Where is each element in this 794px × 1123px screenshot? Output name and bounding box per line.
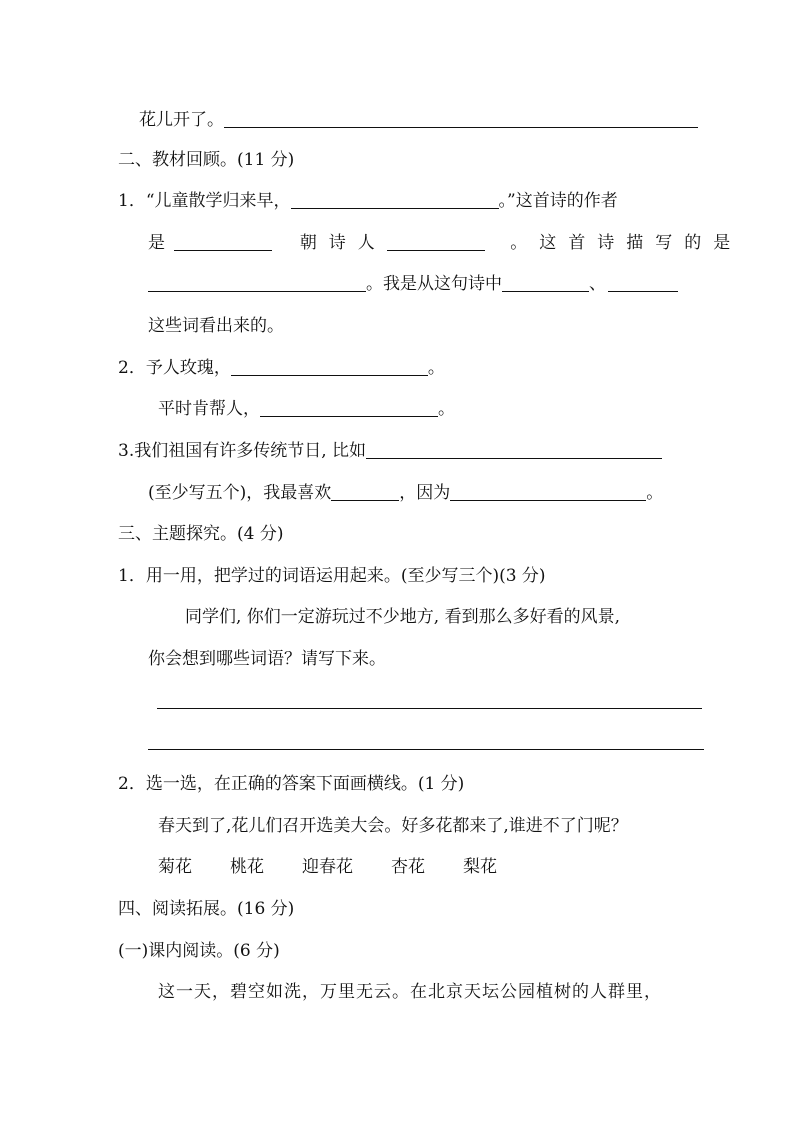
question-1-line-4: 这些词看出来的。 [148, 316, 284, 336]
option-peach-blossom[interactable]: 桃花 [230, 857, 264, 877]
subsection-heading: (一)课内阅读。(6 分) [118, 941, 280, 961]
answer-blank[interactable] [291, 190, 499, 209]
question-text: 。 [427, 358, 445, 378]
question-text: 。我是从这句诗中 [366, 274, 502, 294]
option-winter-jasmine[interactable]: 迎春花 [302, 857, 353, 877]
question-text: 朝诗人 [299, 233, 387, 253]
question-1-line-1 [118, 190, 618, 212]
question-text: 。 [646, 483, 664, 503]
question-text: 平时肯帮人， [158, 399, 260, 419]
option-chrysanthemum[interactable]: 菊花 [158, 857, 192, 877]
reading-passage: 这一天，碧空如洗，万里无云。在北京天坛公园植树的人群里， [158, 982, 662, 1002]
option-pear-blossom[interactable]: 梨花 [463, 857, 497, 877]
answer-blank[interactable] [224, 109, 698, 128]
question-text: 。这首诗描写的是 [510, 233, 743, 253]
question-text: 你会想到哪些词语？请写下来。 [148, 649, 386, 669]
answer-blank[interactable] [366, 440, 662, 459]
option-list [158, 856, 497, 878]
section-heading: 二、教材回顾。(11 分) [118, 150, 295, 170]
question-text: 。”这首诗的作者 [498, 191, 618, 211]
section-heading: 四、阅读拓展。(16 分) [118, 899, 295, 919]
question-1-line-2 [148, 232, 742, 254]
writing-line[interactable] [157, 708, 702, 709]
text-line [139, 109, 698, 131]
option-apricot-blossom[interactable]: 杏花 [391, 857, 425, 877]
answer-blank[interactable] [331, 482, 399, 501]
question-text: 同学们, 你们一定游玩过不少地方, 看到那么多好看的风景, [185, 607, 621, 627]
question-text: ，因为 [399, 483, 451, 503]
sentence: 花儿开了。 [139, 110, 224, 130]
answer-blank[interactable] [148, 273, 366, 292]
question-2-line-1 [118, 357, 445, 379]
question-text: 是 [148, 233, 165, 253]
question-text: 春天到了,花儿们召开选美大会。好多花都来了,谁进不了门呢？ [158, 816, 628, 836]
question-text: 。 [438, 399, 455, 419]
answer-blank[interactable] [502, 273, 589, 292]
writing-line[interactable] [148, 749, 704, 750]
question-2-line-2 [158, 398, 455, 420]
answer-blank[interactable] [387, 232, 485, 251]
question-3-line-2 [148, 482, 663, 504]
section-heading: 三、主题探究。(4 分) [118, 524, 284, 544]
question-text: 2．选一选，在正确的答案下面画横线。(1 分) [118, 774, 465, 794]
question-1-line-3 [148, 273, 678, 295]
answer-blank[interactable] [450, 482, 646, 501]
question-text: 1．用一用，把学过的词语运用起来。(至少写三个)(3 分) [118, 566, 546, 586]
question-text: (至少写五个)，我最喜欢 [148, 483, 332, 503]
question-text: 1．“儿童散学归来早， [118, 191, 291, 211]
question-text: 3.我们祖国有许多传统节日, 比如 [118, 441, 367, 461]
question-text: 、 [589, 274, 606, 294]
question-text: 2．予人玫瑰， [118, 358, 231, 378]
question-3-line-1 [118, 440, 662, 462]
answer-blank[interactable] [260, 398, 438, 417]
answer-blank[interactable] [608, 273, 678, 292]
answer-blank[interactable] [174, 232, 272, 251]
answer-blank[interactable] [231, 357, 428, 376]
